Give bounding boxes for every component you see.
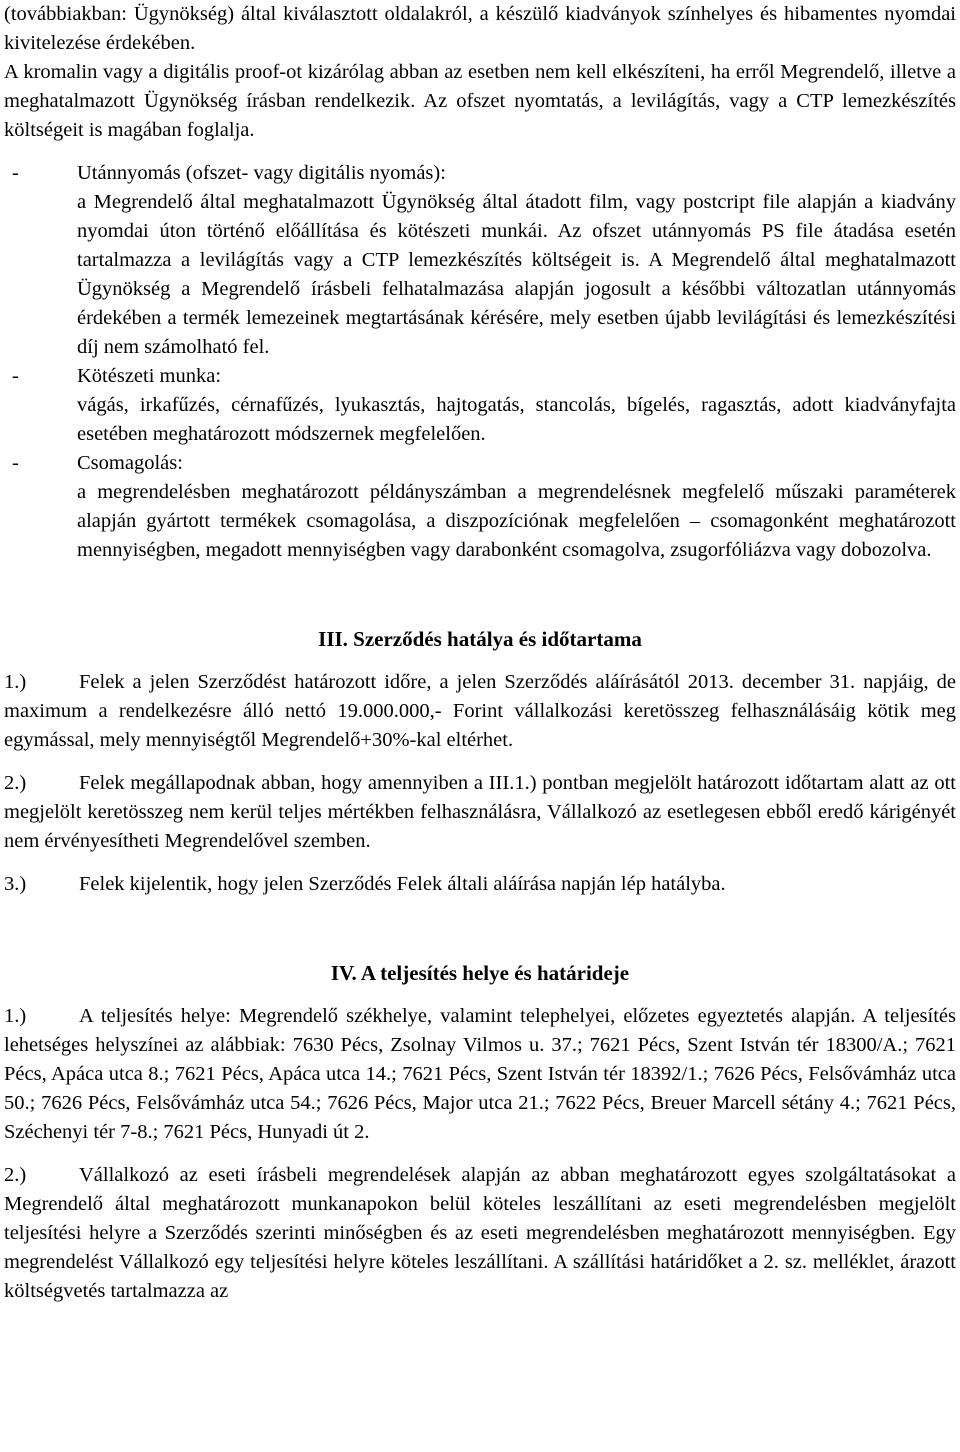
item-text: A teljesítés helye: Megrendelő székhelye, valamint telephelyei, előzetes egyeztetés alapján. A teljesítés lehetséges helyszínei az alábbiak: 7630 Pécs, Zsolnay Vilmos u. 37.; 7621 Pécs, Szent István tér 18300/A.; 7621 Pécs, Apáca utca 8.; 7621 Pécs, Apáca utca 14.; 7621 Pécs, Szent István tér 18392/1.; 7626 Pécs, Felsővámház utca 50.; 7626 Pécs, Felsővámház utca 54.; 7626 Pécs, Major utca 21.; 7622 Pécs, Breuer Marcell sétány 4.; 7621 Pécs, Széchenyi tér 7-8.; 7621 Pécs, Hunyadi út 2. [4,1005,956,1143]
spacer [4,1147,956,1161]
item-number: 3.) [4,873,27,895]
bullet-body: a megrendelésben meghatározott példányszámban a megrendelésnek megfelelő műszaki paraméterek alapján gyártott termékek csomagolása, a diszpozíciónak megfelelően – csomagonként meghatározott mennyiségben, megadott mennyiségben vagy darabonként csomagolva, zsugorfóliázva vagy dobozolva. [77,481,956,561]
bullet-title: Utánnyomás (ofszet- vagy digitális nyomás): [77,162,446,184]
bullet-body: a Megrendelő által meghatalmazott Ügynökség által átadott film, vagy postcript file alapján a kiadvány nyomdai úton történő előállítása és kötészeti munkái. Az ofszet utánnyomás PS file átadása esetén tartalmazza a levilágítás vagy a CTP lemezkészítés költségeit is. A Megrendelő által meghatalmazott Ügynökség a Megrendelő írásbeli felhatalmazása alapján jogosult a későbbi változatlan utánnyomás érdekében a termék lemezeinek megtartásának kérésére, mely esetben újabb levilágítási és lemezkészítési díj nem számolható fel. [77,191,956,358]
bullet-dash: - [12,365,19,387]
item-number: 2.) [4,1164,27,1186]
spacer [4,565,956,625]
spacer [4,654,956,668]
bullet-item-koteszeti-munka [4,362,956,449]
item-text: Felek a jelen Szerződést határozott időre, a jelen Szerződés aláírásától 2013. december 31. napjáig, de maximum a rendelkezésre álló nettó 19.000.000,- Forint vállalkozási keretösszeg felhasználásáig kötik meg egymással, mely mennyiségtől Megrendelő+30%-kal eltérhet. [4,671,956,751]
section-heading-3: III. Szerződés hatálya és időtartama [318,627,642,651]
section4-item-2 [4,1161,956,1306]
spacer [4,755,956,769]
section3-item-1 [4,668,956,755]
section-heading-4: IV. A teljesítés helye és határideje [330,961,630,985]
section3-item-2 [4,769,956,856]
item-number: 2.) [4,772,27,794]
spacer [4,988,956,1002]
item-number: 1.) [4,671,27,693]
bullet-dash: - [12,452,19,474]
bullet-title: Csomagolás: [77,452,183,474]
section4-item-1 [4,1002,956,1147]
bullet-title: Kötészeti munka: [77,365,222,387]
bullet-body: vágás, irkafűzés, cérnafűzés, lyukasztás, hajtogatás, stancolás, bígelés, ragasztás, adott kiadványfajta esetében meghatározott módszernek megfelelően. [77,394,956,445]
document-page [4,0,956,1306]
section3-item-3 [4,870,956,899]
spacer [4,145,956,159]
bullet-dash: - [12,162,19,184]
item-number: 1.) [4,1005,27,1027]
spacer [4,856,956,870]
bullet-item-utannyomas [4,159,956,362]
item-text: Felek megállapodnak abban, hogy amennyiben a III.1.) pontban megjelölt határozott időtartam alatt az ott megjelölt keretösszeg nem kerül teljes mértékben felhasználásra, Vállalkozó az esetlegesen ebből eredő kárigényét nem érvényesítheti Megrendelővel szemben. [4,772,956,852]
intro-paragraph-2: A kromalin vagy a digitális proof-ot kizárólag abban az esetben nem kell elkészíteni, ha erről Megrendelő, illetve a meghatalmazott Ügynökség írásban rendelkezik. Az ofszet nyomtatás, a levilágítás, vagy a CTP lemezkészítés költségeit is magában foglalja. [4,61,956,141]
bullet-item-csomagolas [4,449,956,565]
item-text: Felek kijelentik, hogy jelen Szerződés Felek általi aláírása napján lép hatályba. [79,873,726,895]
item-text: Vállalkozó az eseti írásbeli megrendelések alapján az abban meghatározott egyes szolgáltatásokat a Megrendelő által meghatározott munkanapokon belül köteles leszállítani az eseti megrendelésben megjelölt teljesítési helyre a Szerződés szerinti minőségben és az eseti megrendelésben meghatározott mennyiségben. Egy megrendelést Vállalkozó egy teljesítési helyre köteles leszállítani. A szállítási határidőket a 2. sz. melléklet, árazott költségvetés tartalmazza az [4,1164,956,1302]
spacer [4,899,956,959]
intro-paragraph-1: (továbbiakban: Ügynökség) által kiválasztott oldalakról, a készülő kiadványok színhelyes és hibamentes nyomdai kivitelezése érdekében. [4,3,956,54]
